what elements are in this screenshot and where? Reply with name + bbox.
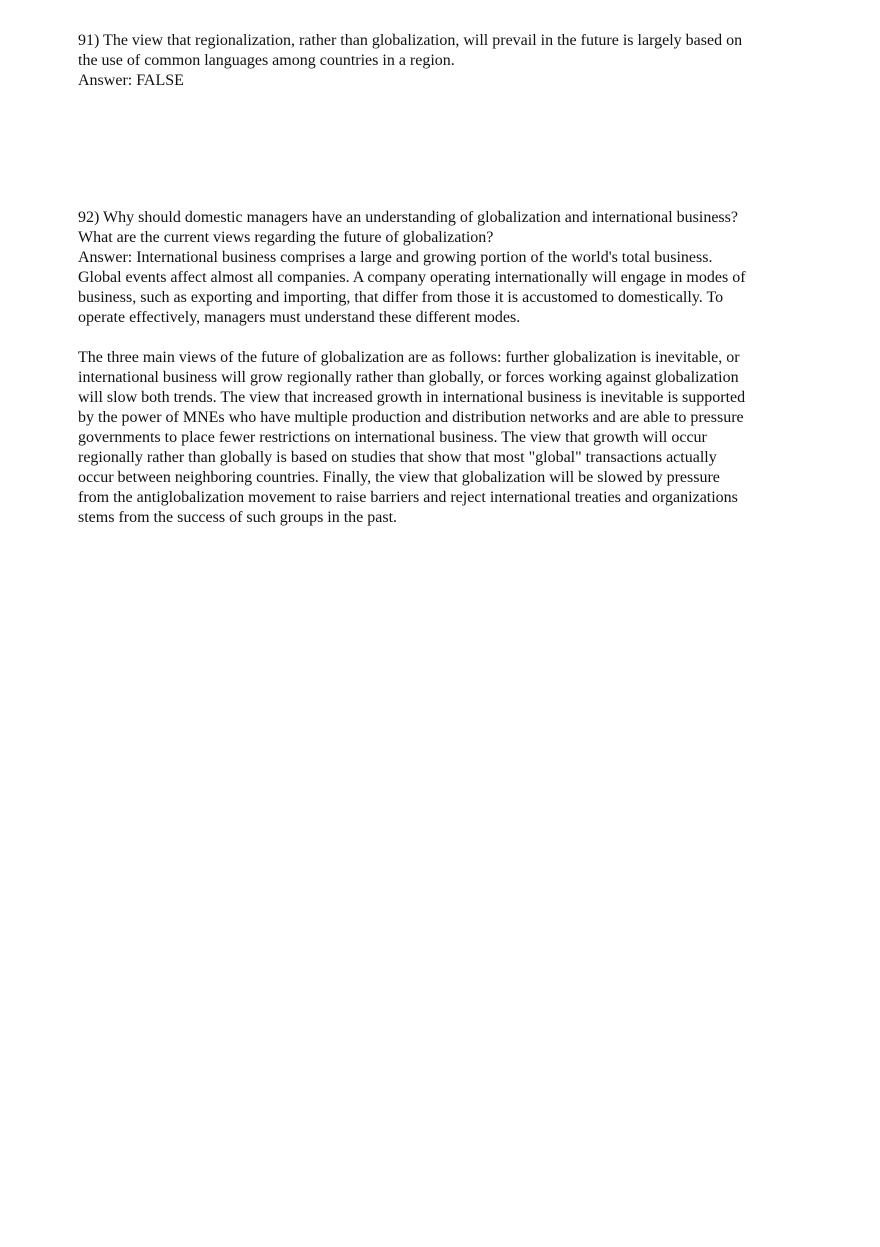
paragraph-gap (78, 328, 808, 348)
question-92-line-1: 92) Why should domestic managers have an understanding of globalization and international business? (78, 209, 738, 226)
question-92-paragraph-2-line-3: will slow both trends. The view that increased growth in international business is inevitable is supported (78, 389, 746, 406)
question-92-paragraph-2-line-6: regionally rather than globally is based on studies that show that most "global" transactions actually (78, 449, 717, 466)
question-92-answer-line-1: Answer: International business comprises a large and growing portion of the world's total business. (78, 249, 713, 266)
question-92-paragraph-2-line-7: occur between neighboring countries. Finally, the view that globalization will be slowed by pressure (78, 469, 720, 486)
question-91-line-1: 91) The view that regionalization, rather than globalization, will prevail in the future is largely based on (78, 32, 743, 49)
question-91-line-2: the use of common languages among countries in a region. (78, 52, 455, 69)
question-92 (78, 208, 808, 528)
question-92-answer-line-2: Global events affect almost all companies. A company operating internationally will engage in modes of (78, 269, 746, 286)
question-92-paragraph-2-line-4: by the power of MNEs who have multiple production and distribution networks and are able to pressure (78, 409, 744, 426)
question-92-paragraph-2-line-8: from the antiglobalization movement to raise barriers and reject international treaties and organizations (78, 489, 738, 506)
question-92-paragraph-2-line-2: international business will grow regionally rather than globally, or forces working against globalization (78, 369, 739, 386)
question-92-paragraph-2-line-1: The three main views of the future of globalization are as follows: further globalization is inevitable, or (78, 349, 740, 366)
question-91 (78, 31, 808, 91)
question-92-paragraph-2-line-9: stems from the success of such groups in the past. (78, 509, 398, 526)
question-92-line-2: What are the current views regarding the future of globalization? (78, 229, 494, 246)
question-92-answer-line-4: operate effectively, managers must understand these different modes. (78, 309, 521, 326)
question-91-answer: Answer: FALSE (78, 72, 184, 89)
question-92-answer-line-3: business, such as exporting and importing, that differ from those it is accustomed to domestically. To (78, 289, 724, 306)
question-92-paragraph-2-line-5: governments to place fewer restrictions on international business. The view that growth will occur (78, 429, 707, 446)
